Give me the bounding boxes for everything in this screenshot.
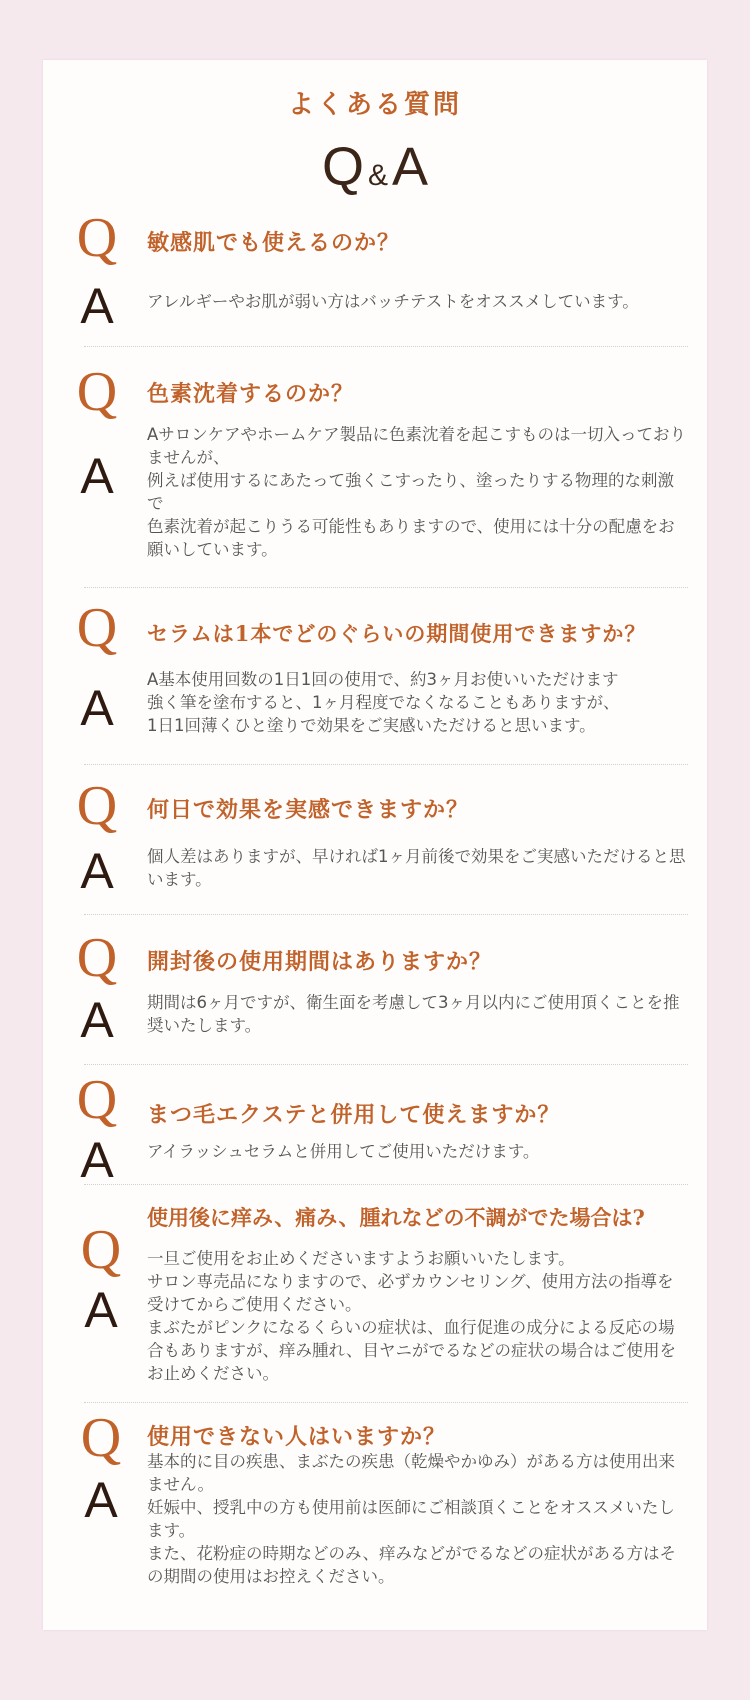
answer-mark: A xyxy=(80,1132,114,1188)
answer-mark: A xyxy=(80,278,114,334)
answer-line: A基本使用回数の1日1回の使用で、約3ヶ月お使いいただけます xyxy=(147,670,619,689)
question-text: 使用後に痒み、痛み、腫れなどの不調がでた場合は? xyxy=(147,1205,645,1230)
answer-text xyxy=(147,991,687,1037)
question-mark: Q xyxy=(80,1219,122,1281)
answer-line: 基本的に目の疾患、まぶたの疾患（乾燥やかゆみ）がある方は使用出来ません。 xyxy=(147,1452,675,1494)
answer-line: 妊娠中、授乳中の方も使用前は医師にご相談頂くことをオススメいたします。 xyxy=(147,1498,675,1540)
faq-subtitle: よくある質問 xyxy=(287,90,462,120)
answer-line: 色素沈着が起こりうる可能性もありますので、使用には十分の配慮をお願いしています。 xyxy=(147,517,675,559)
answer-text xyxy=(147,1140,687,1163)
answer-line: 一旦ご使用をお止めくださいますようお願いいたします。 xyxy=(147,1249,575,1268)
answer-line: 期間は6ヶ月ですが、衛生面を考慮して3ヶ月以内にご使用頂くことを推奨いたします。 xyxy=(147,993,680,1035)
answer-text xyxy=(147,290,707,313)
question-mark: Q xyxy=(76,597,118,659)
title-amp: & xyxy=(367,159,388,192)
divider xyxy=(84,587,688,588)
answer-line: 強く筆を塗布すると、1ヶ月程度でなくなることもありますが、 xyxy=(147,693,620,712)
question-text: 何日で効果を実感できますか？ xyxy=(147,797,470,823)
question-text: 開封後の使用期間はありますか？ xyxy=(147,949,493,975)
divider xyxy=(84,1402,688,1403)
answer-text xyxy=(147,1247,687,1385)
question-text: 敏感肌でも使えるのか？ xyxy=(147,230,401,256)
answer-text xyxy=(147,668,707,737)
question-mark: Q xyxy=(76,1069,118,1131)
divider xyxy=(84,1184,688,1185)
answer-mark: A xyxy=(80,448,114,504)
answer-mark: A xyxy=(80,680,114,736)
question-mark: Q xyxy=(76,207,118,269)
question-mark: Q xyxy=(76,361,118,423)
divider xyxy=(84,346,688,347)
question-text: 色素沈着するのか？ xyxy=(147,381,355,407)
answer-line: アイラッシュセラムと併用してご使用いただけます。 xyxy=(147,1142,540,1161)
title-a: A xyxy=(392,137,429,197)
answer-line: サロン専売品になりますので、必ずカウンセリング、使用方法の指導を受けてからご使用ください。 xyxy=(147,1272,674,1314)
divider xyxy=(84,764,688,765)
answer-line: まぶたがピンクになるくらいの症状は、血行促進の成分による反応の場合もありますが、痒み腫れ、目ヤニがでるなどの症状の場合はご使用をお止めください。 xyxy=(147,1318,676,1383)
divider xyxy=(84,1064,688,1065)
answer-text xyxy=(147,423,687,561)
answer-mark: A xyxy=(80,843,114,899)
question-text: まつ毛エクステと併用して使えますか？ xyxy=(147,1102,561,1128)
question-text: セラムは1本でどのぐらいの期間使用できますか？ xyxy=(147,621,647,646)
question-text: 使用できない人はいますか？ xyxy=(147,1424,447,1450)
answer-line: 1日1回薄くひと塗りで効果をご実感いただけると思います。 xyxy=(147,716,596,735)
faq-title xyxy=(0,132,750,211)
divider xyxy=(84,914,688,915)
title-q: Q xyxy=(321,137,364,197)
answer-line: アレルギーやお肌が弱い方はバッチテストをオススメしています。 xyxy=(147,292,639,311)
question-mark: Q xyxy=(76,775,118,837)
answer-mark: A xyxy=(84,1472,118,1528)
answer-text xyxy=(147,845,687,891)
answer-line: 例えば使用するにあたって強くこすったり、塗ったりする物理的な刺激で xyxy=(147,471,675,513)
question-mark: Q xyxy=(76,927,118,989)
question-mark: Q xyxy=(80,1407,122,1469)
answer-text xyxy=(147,1450,687,1588)
answer-line: 個人差はありますが、早ければ1ヶ月前後で効果をご実感いただけると思います。 xyxy=(147,847,686,889)
answer-line: また、花粉症の時期などのみ、痒みなどがでるなどの症状がある方はその期間の使用はお控えください。 xyxy=(147,1544,676,1586)
answer-mark: A xyxy=(80,992,114,1048)
answer-line: Aサロンケアやホームケア製品に色素沈着を起こすものは一切入っておりませんが、 xyxy=(147,425,686,467)
answer-mark: A xyxy=(84,1282,118,1338)
